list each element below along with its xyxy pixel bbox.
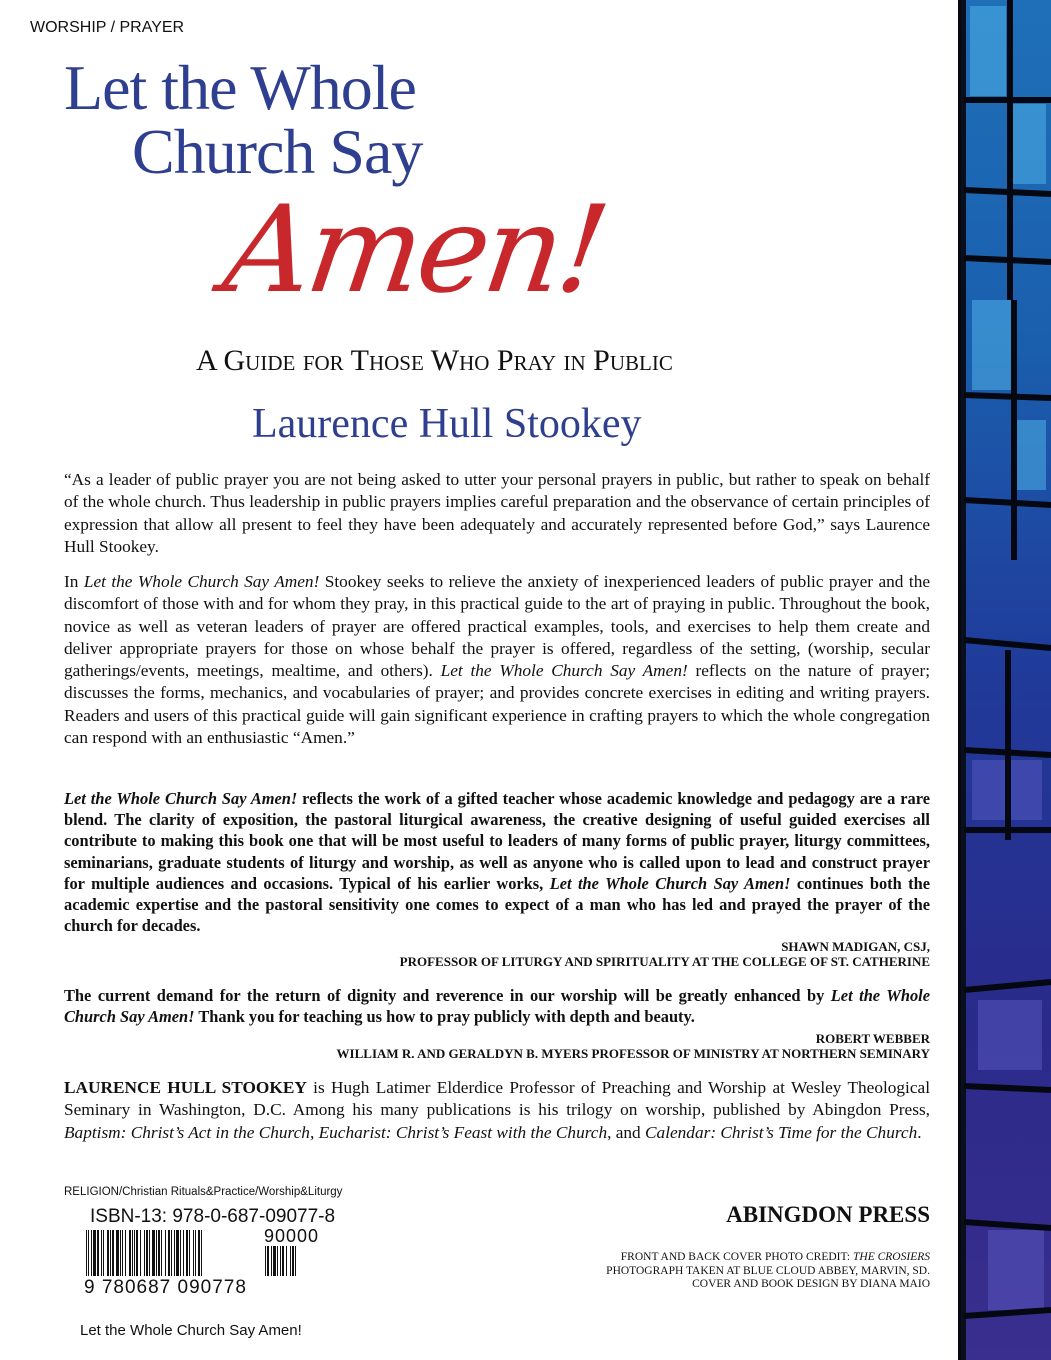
text-run: . xyxy=(917,1122,922,1142)
text-run: continues both the academic expertise and the pastoral sensitivity one comes to expect of a man who has led and prayed the prayer of the church for decades. xyxy=(64,873,930,936)
endorser-role: WILLIAM R. AND GERALDYN B. MYERS PROFESSOR OF MINISTRY AT NORTHERN SEMINARY xyxy=(336,1046,930,1061)
book-title-line-1: Let the Whole xyxy=(64,52,416,123)
barcode-bar xyxy=(136,1230,138,1276)
photo-credits xyxy=(606,1251,930,1292)
barcode-bar xyxy=(91,1230,92,1276)
text-run: FRONT AND BACK COVER PHOTO CREDIT: xyxy=(620,1251,854,1263)
book-title-amen: Amen! xyxy=(216,181,613,320)
text-run: reflects the work of a gifted teacher whose academic knowledge and pedagogy are a rare blend. The clarity of exposition, the pastoral liturgical awareness, the creative designing of useful guided exercises all contribute to making this book one that will be most useful to leaders of many forms of public prayer, liturgy committees, seminarians, graduate students of liturgy and worship, as well as anyone who is called upon to lead and construct prayer for multiple audiences and occasions. Typical of his earlier works, xyxy=(64,789,930,893)
barcode-bar xyxy=(201,1230,202,1276)
barcode-bar xyxy=(112,1230,114,1276)
barcode-bar xyxy=(165,1230,166,1276)
barcode-bar xyxy=(277,1246,278,1276)
barcode-addon-digits: 90000 xyxy=(264,1226,320,1246)
barcode-bar xyxy=(101,1230,102,1276)
barcode-addon-icon xyxy=(263,1246,325,1276)
barcode-bar xyxy=(271,1246,272,1276)
barcode-digits: 9 780687 090778 xyxy=(84,1277,247,1298)
barcode-bar xyxy=(132,1230,133,1276)
barcode-bar xyxy=(103,1230,104,1276)
barcode-bar xyxy=(286,1246,287,1276)
barcode-bar xyxy=(93,1230,96,1276)
footer-book-title: Let the Whole Church Say Amen! xyxy=(80,1322,302,1339)
barcode-bar xyxy=(122,1230,123,1276)
barcode-bar xyxy=(144,1230,145,1276)
text-run: In xyxy=(64,572,84,591)
endorsement-attribution-2 xyxy=(337,1031,930,1061)
credit-line-1 xyxy=(606,1251,930,1265)
text-run: Stookey seeks to relieve the anxiety of inexperienced leaders of public prayer and the discomfort of those with and for whom they pray, in this practical guide to the art of praying in public. Throughout the book, novice as well as veteran leaders of prayer are offered practical examples, tools, and exercises to help them create and deliver appropriate prayers for those on whose behalf the prayer is offered, regardless of the setting, (worship, secular gatherings/events, meetings, mealtime, and others). xyxy=(64,572,931,681)
barcode-bar xyxy=(129,1230,131,1276)
author-bio xyxy=(64,1077,930,1144)
barcode-bar xyxy=(140,1230,141,1276)
subject-categories: RELIGION/Christian Rituals&Practice/Worship&Liturgy xyxy=(64,1186,343,1198)
endorsement-quote-1 xyxy=(64,788,930,936)
barcode-bar xyxy=(152,1230,155,1276)
book-title-line-2: Church Say xyxy=(132,116,423,187)
barcode-bar xyxy=(183,1230,184,1276)
barcode-bar xyxy=(174,1230,175,1276)
credit-line-2: PHOTOGRAPH TAKEN AT BLUE CLOUD ABBEY, MARVIN, SD. xyxy=(606,1264,930,1277)
barcode-bar xyxy=(86,1230,87,1276)
text-run: Thank you for teaching us how to pray publicly with depth and beauty. xyxy=(194,1007,695,1027)
book-title-ref: Let the Whole Church Say Amen! xyxy=(83,572,320,591)
book-title-ref: Let the Whole Church Say Amen! xyxy=(64,789,298,808)
book-title-ref: Let the Whole Church Say Amen! xyxy=(549,873,791,893)
text-run: The current demand for the return of dignity and reverence in our worship will be greatly enhanced by xyxy=(64,986,831,1005)
endorsement-attribution-1 xyxy=(400,939,930,969)
barcode-bar xyxy=(107,1230,109,1276)
author-name: Laurence Hull Stookey xyxy=(252,401,642,447)
barcode-bar xyxy=(189,1230,190,1276)
description-paragraph-1: “As a leader of public prayer you are not being asked to utter your personal prayers in public, but rather to speak on behalf of the whole church. Thus leadership in public prayers implies careful preparation and the observance of certain principles of expression that allow all present to feel they have been adequately and accurately represented before God,” says Laurence Hull Stookey. xyxy=(64,470,930,556)
credit-source: THE CROSIERS xyxy=(853,1251,930,1263)
barcode-bar xyxy=(168,1230,170,1276)
barcode-bar xyxy=(146,1230,148,1276)
isbn: ISBN-13: 978-0-687-09077-8 xyxy=(90,1206,336,1227)
description-paragraph-2 xyxy=(64,571,930,749)
text-run: reflects on the nature of prayer; discusses the forms, mechanics, and vocabularies of prayer; and provides concrete exercises in editing and writing prayers. Readers and users of this practical guide will gain significant experience in crafting prayers to which the whole congregation can respond with an enthusiastic “Amen.” xyxy=(64,661,931,748)
category-label: WORSHIP / PRAYER xyxy=(30,19,185,36)
barcode-bar xyxy=(186,1230,188,1276)
book-subtitle: A Guide for Those Who Pray in Public xyxy=(196,344,673,377)
text-run: is Hugh Latimer Elderdice Professor of Preaching and Worship at Wesley Theological Seminary in Washington, D.C. Among his many publications is his trilogy on worship, published by Abingdon Press, xyxy=(64,1078,930,1120)
barcode-bar xyxy=(149,1230,150,1276)
barcode-bar xyxy=(290,1246,291,1276)
barcode-bar xyxy=(292,1246,294,1276)
bio-name: LAURENCE HULL STOOKEY xyxy=(64,1078,307,1097)
endorsement-quote-2 xyxy=(64,985,930,1027)
barcode-bar xyxy=(120,1230,121,1276)
book-title-ref: Calendar: Christ’s Time for the Church xyxy=(645,1122,918,1142)
book-title-ref: Baptism: Christ’s Act in the Church xyxy=(64,1122,310,1142)
barcode-bar xyxy=(282,1246,284,1276)
text-run: , and xyxy=(607,1122,646,1142)
credit-line-3: COVER AND BOOK DESIGN BY DIANA MAIO xyxy=(692,1278,930,1290)
barcode-bar xyxy=(161,1230,162,1276)
barcode-bar xyxy=(280,1246,281,1276)
stained-glass-image xyxy=(958,0,1051,1360)
publisher-name: ABINGDON PRESS xyxy=(726,1202,930,1227)
barcode-bar xyxy=(295,1246,296,1276)
barcode-bar xyxy=(273,1246,276,1276)
endorser-name: SHAWN MADIGAN, CSJ, xyxy=(781,939,930,954)
book-title-ref: Let the Whole Church Say Amen! xyxy=(64,986,930,1027)
barcode-bar xyxy=(171,1230,172,1276)
barcode-bar xyxy=(193,1230,194,1276)
barcode-bar xyxy=(198,1230,200,1276)
book-title-ref: Let the Whole Church Say Amen! xyxy=(440,661,688,681)
book-title-ref: Eucharist: Christ’s Feast with the Church xyxy=(318,1122,608,1142)
barcode-bar xyxy=(116,1230,119,1276)
endorser-name: ROBERT WEBBER xyxy=(815,1031,930,1046)
barcode-bar xyxy=(180,1230,181,1276)
barcode-bar xyxy=(88,1230,89,1276)
endorser-role: PROFESSOR OF LITURGY AND SPIRITUALITY AT THE COLLEGE OF ST. CATHERINE xyxy=(399,954,930,969)
barcode-bar xyxy=(267,1246,269,1276)
barcode-icon xyxy=(84,1230,260,1276)
barcode-bar xyxy=(134,1230,135,1276)
barcode-bar xyxy=(125,1230,126,1276)
barcode-bar xyxy=(195,1230,196,1276)
barcode-bar xyxy=(265,1246,266,1276)
barcode-bar xyxy=(176,1230,179,1276)
barcode-bar xyxy=(110,1230,111,1276)
barcode-bar xyxy=(156,1230,157,1276)
barcode-bar xyxy=(158,1230,160,1276)
text-run: , xyxy=(309,1122,319,1142)
barcode-bar xyxy=(97,1230,99,1276)
